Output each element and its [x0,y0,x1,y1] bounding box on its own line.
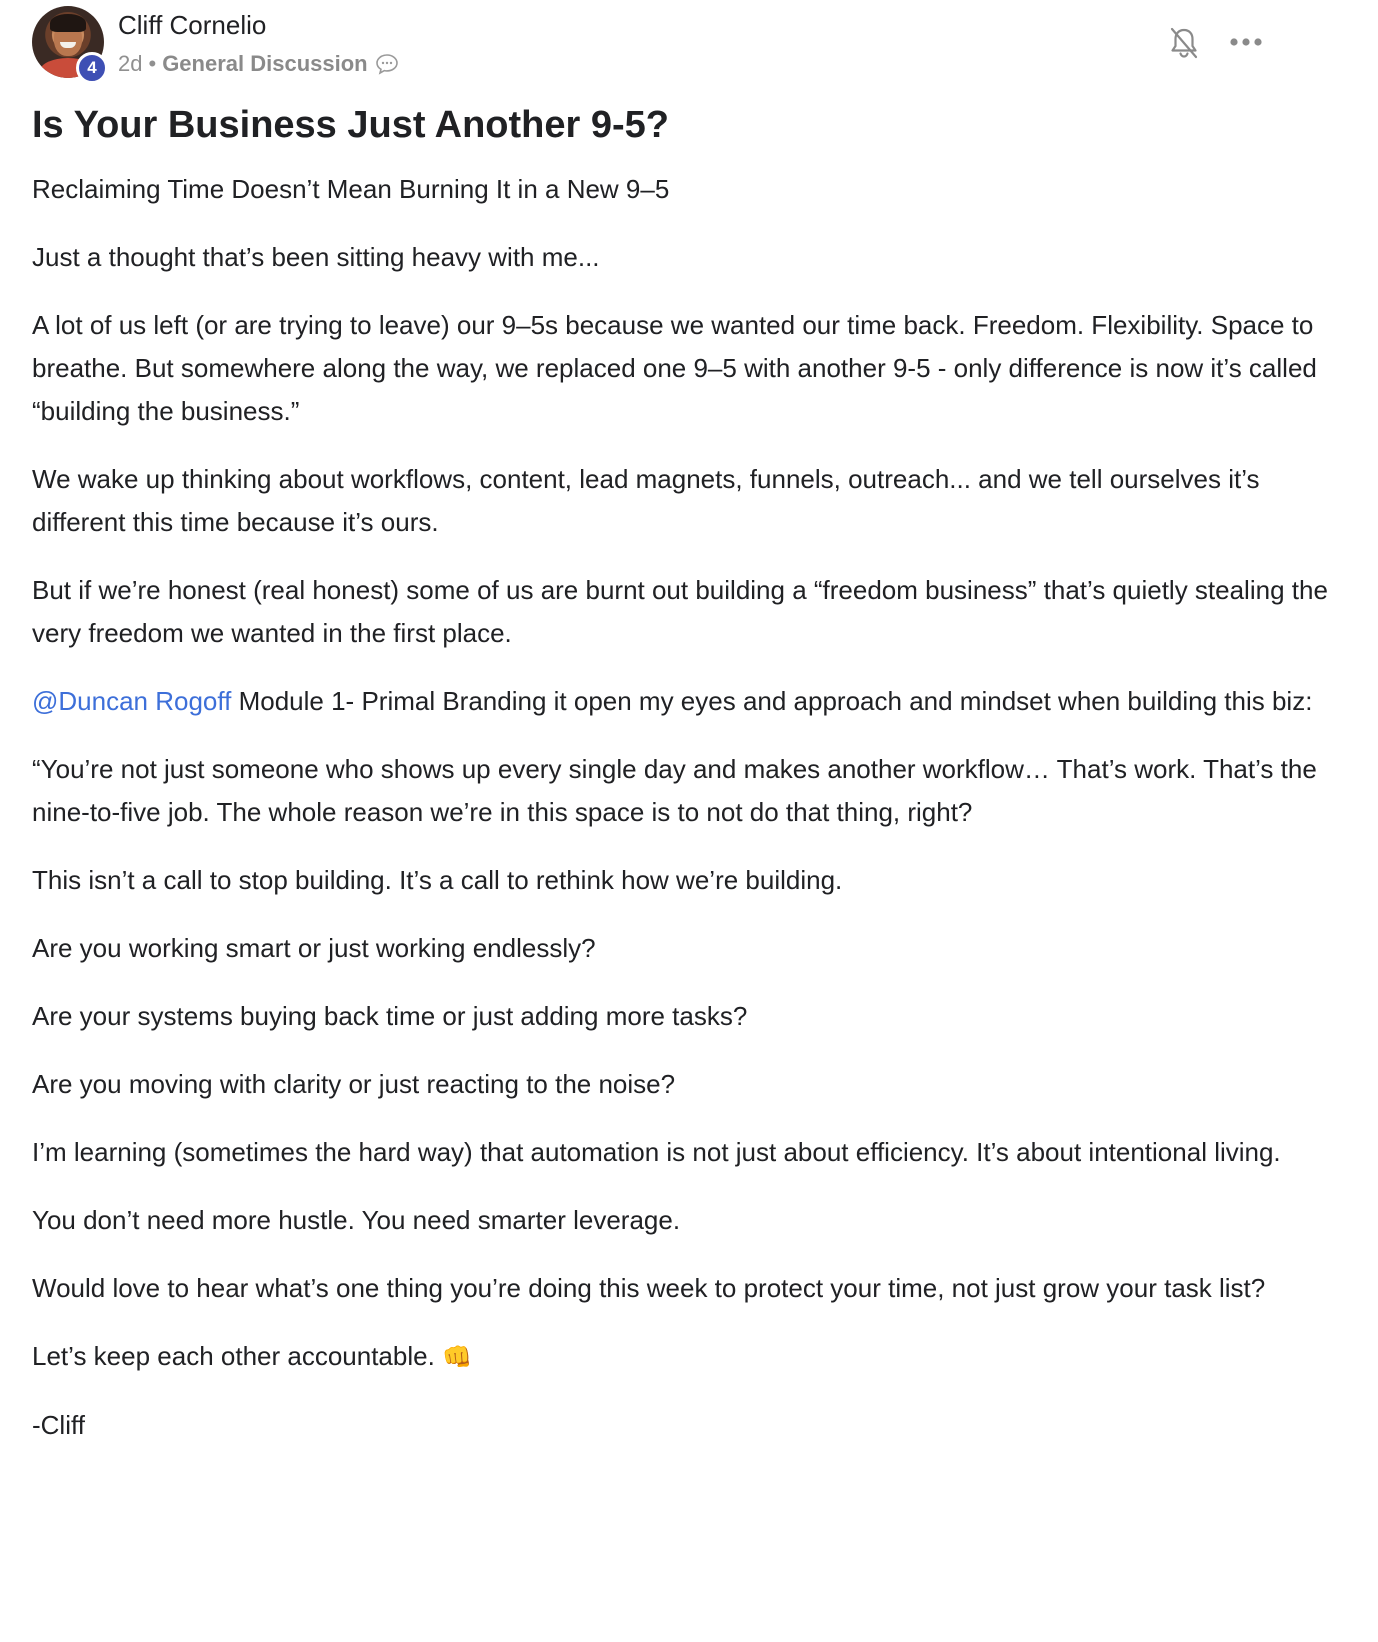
user-mention-link[interactable]: @Duncan Rogoff [32,686,232,716]
post-category[interactable]: General Discussion [162,51,368,76]
post-paragraph: Are you moving with clarity or just reacting to the noise? [32,1069,676,1099]
post-signature: -Cliff [32,1410,85,1440]
post-paragraph: Are you working smart or just working endlessly? [32,933,596,963]
post-paragraph: Reclaiming Time Doesn’t Mean Burning It in a New 9–5 [32,174,670,204]
post-header [32,6,1346,84]
more-horizontal-icon[interactable] [1228,34,1264,50]
closing-text: Let’s keep each other accountable. [32,1341,443,1371]
comment-bubble-icon [375,53,399,75]
post-paragraph: This isn’t a call to stop building. It’s a call to rethink how we’re building. [32,865,843,895]
post-body [32,168,1350,1472]
post-paragraph: Just a thought that’s been sitting heavy with me... [32,242,600,272]
fist-bump-emoji: 👊 [442,1344,472,1371]
post-paragraph: A lot of us left (or are trying to leave) our 9–5s because we wanted our time back. Freedom. Flexibility. Space to breathe. But somewhere along the way, we replaced one 9–5 with another 9-5 - only difference is now it’s called “building the business.” [32,310,1317,426]
post-paragraph: We wake up thinking about workflows, content, lead magnets, funnels, outreach... and we tell ourselves it’s different this time because it’s ours. [32,464,1260,537]
post-paragraph-closing [32,1335,1350,1379]
author-name[interactable]: Cliff Cornelio [118,10,267,40]
post-meta [118,51,399,77]
post-paragraph: You don’t need more hustle. You need smarter leverage. [32,1205,681,1235]
meta-separator: • [148,51,157,76]
author-avatar[interactable] [32,6,104,78]
post-paragraph: Would love to hear what’s one thing you’re doing this week to protect your time, not just grow your task list? [32,1273,1266,1303]
post-title: Is Your Business Just Another 9-5? [32,104,670,146]
mention-paragraph-text: Module 1- Primal Branding it open my eyes and approach and mindset when building this biz: [231,686,1313,716]
post-paragraph: Are your systems buying back time or just adding more tasks? [32,1001,748,1031]
post-time: 2d [118,51,143,76]
bell-off-icon[interactable] [1168,26,1200,60]
post-paragraph: “You’re not just someone who shows up every single day and makes another workflow… That’s work. That’s the nine-to-five job. The whole reason we’re in this space is to not do that thing, right? [32,754,1317,827]
post-paragraph: But if we’re honest (real honest) some of us are burnt out building a “freedom business” that’s quietly stealing the very freedom we wanted in the first place. [32,575,1328,648]
level-badge: 4 [76,52,108,84]
post-paragraph: I’m learning (sometimes the hard way) that automation is not just about efficiency. It’s about intentional living. [32,1137,1281,1167]
post-paragraph-mention [32,680,1350,723]
